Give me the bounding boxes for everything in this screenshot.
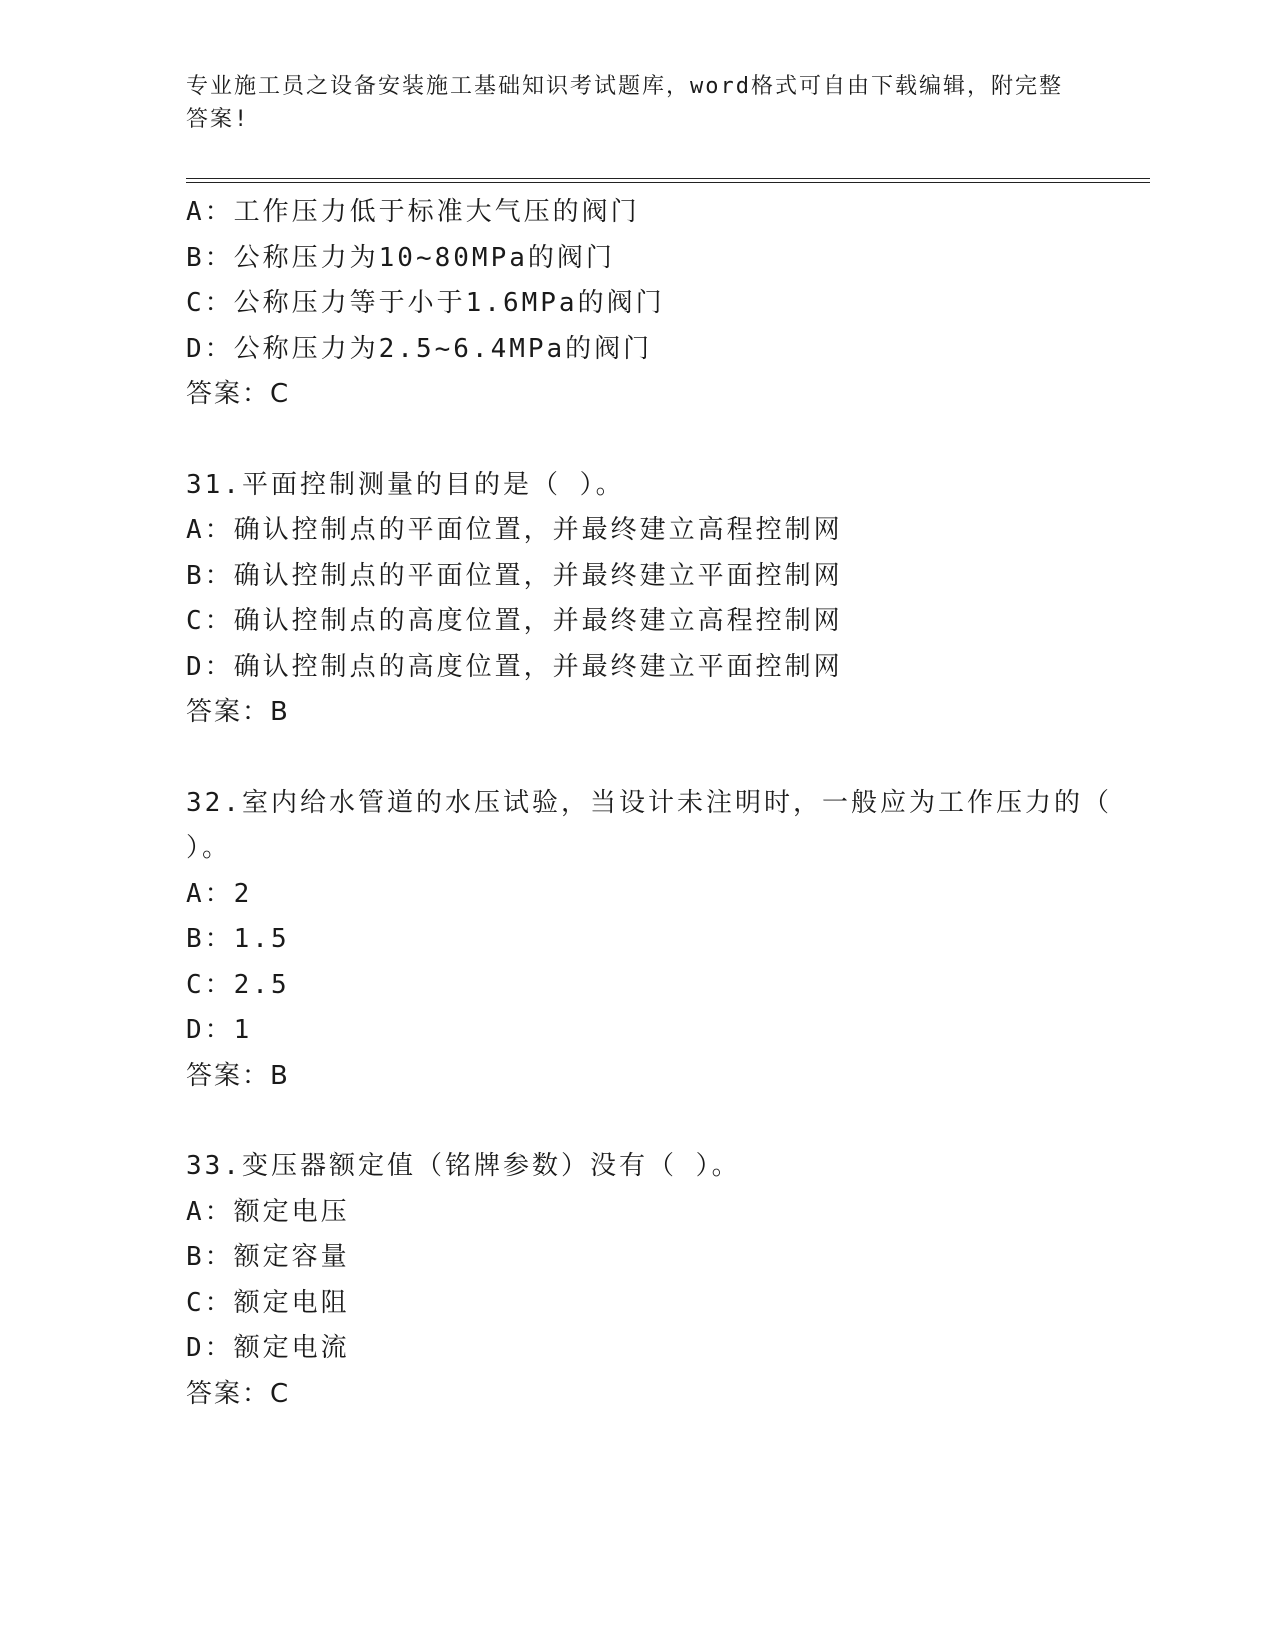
question-block-32 [186,781,1146,1100]
option-a: A：2 [186,878,253,909]
option-a: A：额定电压 [186,1196,350,1227]
document-header: 专业施工员之设备安装施工基础知识考试题库，word格式可自由下载编辑，附完整答案! [186,74,1063,132]
answer-line: 答案：B [186,697,290,727]
document-body [186,190,1146,1417]
question-stem: 32.室内给水管道的水压试验，当设计未注明时，一般应为工作压力的（ ）。 [186,787,1112,863]
option-c: C：2.5 [186,969,290,1000]
option-b: B：公称压力为10~80MPa的阀门 [186,242,615,273]
question-block-33 [186,1144,1146,1417]
option-a: A：工作压力低于标准大气压的阀门 [186,197,640,227]
option-b: B：额定容量 [186,1242,350,1272]
option-d: D：确认控制点的高度位置，并最终建立平面控制网 [186,651,843,682]
answer-line: 答案：B [186,1060,290,1091]
answer-line: 答案：C [186,1378,291,1409]
option-c: C：额定电阻 [186,1287,350,1318]
question-stem: 31.平面控制测量的目的是（ ）。 [186,469,625,500]
question-block-31 [186,463,1146,736]
option-a: A：确认控制点的平面位置，并最终建立高程控制网 [186,515,843,545]
question-block-30 [186,190,1146,418]
header-rule-bottom [186,182,1150,183]
option-d: D：1 [186,1015,253,1045]
option-c: C：公称压力等于小于1.6MPa的阀门 [186,288,665,318]
option-b: B：1.5 [186,924,290,954]
option-d: D：额定电流 [186,1333,350,1363]
option-d: D：公称压力为2.5~6.4MPa的阀门 [186,333,653,364]
question-stem: 33.变压器额定值（铭牌参数）没有（ ）。 [186,1151,741,1181]
option-b: B：确认控制点的平面位置，并最终建立平面控制网 [186,560,843,591]
header-rule-top [186,178,1150,179]
answer-line: 答案：C [186,379,291,409]
option-c: C：确认控制点的高度位置，并最终建立高程控制网 [186,606,843,636]
